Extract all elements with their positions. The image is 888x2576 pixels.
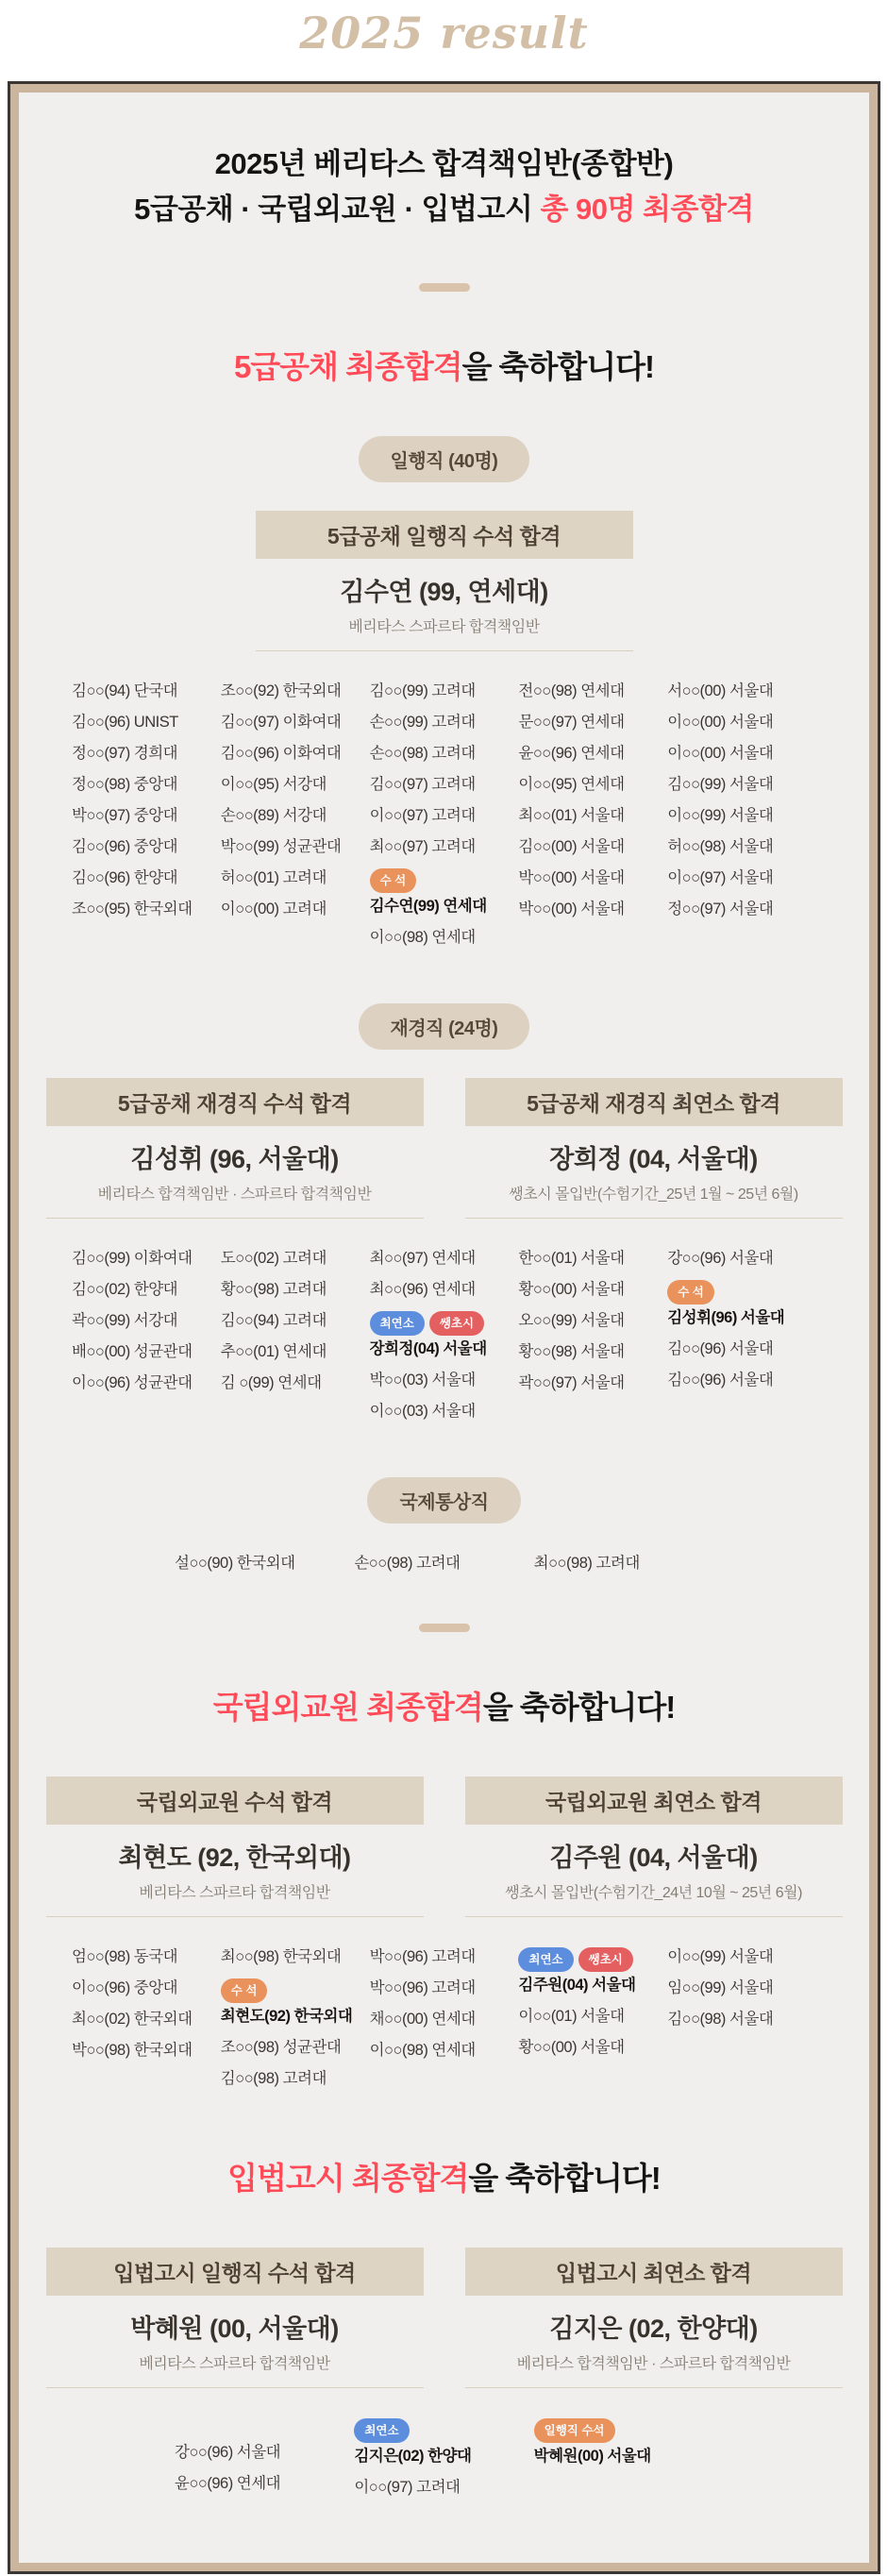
graduate-name: 강○○(96) 서울대 — [667, 1250, 774, 1268]
graduate-entry — [221, 1373, 370, 1392]
rank-badge-row — [354, 2418, 533, 2443]
graduate-entry — [221, 1978, 370, 2026]
graduate-name: 최○○(02) 한국외대 — [72, 2011, 193, 2029]
graduate-name: 손○○(99) 고려대 — [369, 714, 476, 732]
graduate-name: 황○○(98) 고려대 — [220, 1281, 327, 1299]
graduate-name: 정○○(98) 중앙대 — [72, 776, 178, 794]
graduate-entry — [518, 837, 667, 856]
graduate-name: 배○○(00) 성균관대 — [72, 1343, 193, 1361]
graduate-entry — [370, 837, 519, 856]
graduate-entry — [667, 806, 816, 825]
youngest-program: 쌩초시 몰입반(수험기간_24년 10월 ~ 25년 6월) — [465, 1880, 843, 1917]
graduate-entry — [221, 1342, 370, 1361]
rank-badge: 수 석 — [370, 868, 417, 893]
graduate-entry — [518, 868, 667, 887]
graduate-name: 김○○(00) 서울대 — [518, 838, 625, 856]
name-column — [370, 1947, 519, 2088]
graduate-entry — [72, 775, 221, 794]
graduate-name: 박○○(00) 서울대 — [518, 869, 625, 887]
rank-badge: 최연소 — [518, 1947, 573, 1972]
graduate-entry — [518, 744, 667, 763]
graduate-entry — [72, 2010, 221, 2029]
graduate-entry — [370, 1249, 519, 1268]
graduate-entry — [370, 744, 519, 763]
graduate-name: 황○○(00) 서울대 — [518, 2039, 625, 2057]
graduate-entry — [72, 713, 221, 732]
graduate-entry — [72, 806, 221, 825]
rank-badge-row — [518, 1947, 667, 1972]
rank-badge: 수 석 — [667, 1280, 714, 1305]
graduate-name: 정○○(97) 경희대 — [72, 745, 178, 763]
graduate-name: 이○○(00) 서울대 — [667, 714, 774, 732]
graduate-entry — [72, 1311, 221, 1330]
graduate-name: 최○○(01) 서울대 — [518, 807, 625, 825]
main-title — [19, 142, 869, 232]
graduate-entry — [370, 868, 519, 916]
graduate-entry — [518, 806, 667, 825]
top-scorer-card-legislative — [46, 2248, 424, 2388]
graduate-entry — [667, 837, 816, 856]
graduate-entry — [72, 2041, 221, 2060]
youngest-program: 쌩초시 몰입반(수험기간_25년 1월 ~ 25년 6월) — [465, 1182, 843, 1219]
graduate-name: 이○○(99) 서울대 — [667, 1948, 774, 1966]
graduate-name: 이○○(00) 서울대 — [667, 745, 774, 763]
graduate-name: 손○○(98) 고려대 — [369, 745, 476, 763]
graduate-name: 이○○(98) 연세대 — [369, 929, 476, 947]
graduate-name: 최○○(98) 고려대 — [533, 1555, 640, 1573]
heading-black-part: 을 축하합니다! — [482, 1690, 676, 1726]
graduate-entry — [667, 1339, 816, 1358]
graduate-name: 김○○(94) 단국대 — [72, 682, 178, 700]
graduate-entry — [667, 713, 816, 732]
graduate-name: 강○○(96) 서울대 — [175, 2444, 281, 2462]
graduate-name: 손○○(89) 서강대 — [220, 807, 327, 825]
graduate-name: 박○○(03) 서울대 — [369, 1372, 476, 1389]
graduate-name: 조○○(95) 한국외대 — [72, 901, 193, 918]
graduate-name: 김지은(02) 한양대 — [354, 2448, 472, 2466]
graduate-entry — [370, 2041, 519, 2060]
top-scorer-name: 김수연 (99, 연세대) — [340, 578, 548, 607]
graduate-name: 도○○(02) 고려대 — [220, 1250, 327, 1268]
card-row-jaegyeong — [19, 1078, 869, 1219]
graduate-name: 정○○(97) 서울대 — [667, 901, 774, 918]
graduate-name: 이○○(95) 서강대 — [220, 776, 327, 794]
graduate-entry — [221, 2069, 370, 2088]
graduate-name: 이○○(99) 서울대 — [667, 807, 774, 825]
graduate-name: 최○○(96) 연세대 — [369, 1281, 476, 1299]
section-divider — [419, 283, 470, 292]
name-column — [667, 682, 816, 947]
card-header: 입법고시 최연소 합격 — [465, 2248, 843, 2296]
graduate-entry — [354, 1554, 533, 1573]
main-title-line2 — [19, 187, 869, 232]
graduate-name: 최○○(97) 연세대 — [369, 1250, 476, 1268]
graduate-entry — [72, 1280, 221, 1299]
graduate-name: 곽○○(97) 서울대 — [518, 1374, 625, 1392]
graduate-name: 최○○(98) 한국외대 — [220, 1948, 342, 1966]
graduate-entry — [72, 900, 221, 918]
graduate-entry — [72, 1249, 221, 1268]
graduate-name: 김○○(96) 한양대 — [72, 869, 178, 887]
rank-badge: 최연소 — [370, 1311, 425, 1336]
graduate-name: 김○○(99) 고려대 — [369, 682, 476, 700]
track-badge-ilhaeng: 일행직 (40명) — [359, 436, 530, 482]
graduate-entry — [221, 1249, 370, 1268]
graduate-name: 추○○(01) 연세대 — [220, 1343, 327, 1361]
graduate-name: 손○○(98) 고려대 — [354, 1555, 461, 1573]
graduate-entry — [221, 2038, 370, 2057]
name-column — [354, 2418, 533, 2497]
graduate-name: 조○○(92) 한국외대 — [220, 682, 342, 700]
youngest-name: 장희정 (04, 서울대) — [549, 1145, 758, 1174]
section-legislative — [19, 2154, 869, 2497]
graduate-name: 이○○(97) 서울대 — [667, 869, 774, 887]
graduate-entry — [667, 1371, 816, 1389]
graduate-entry — [518, 2038, 667, 2057]
card-header: 국립외교원 최연소 합격 — [465, 1776, 843, 1825]
graduate-name: 김○○(96) 서울대 — [667, 1340, 774, 1358]
name-column — [72, 1947, 221, 2088]
rank-badge: 일행직 수석 — [534, 2418, 615, 2443]
graduate-entry — [72, 1373, 221, 1392]
graduate-entry — [518, 900, 667, 918]
graduate-entry — [370, 713, 519, 732]
name-column — [534, 2418, 713, 2497]
graduate-name: 김○○(97) 이화여대 — [220, 714, 342, 732]
heading-black-part: 을 축하합니다! — [468, 2161, 661, 2197]
graduate-name: 김○○(02) 한양대 — [72, 1281, 178, 1299]
graduate-name: 엄○○(98) 동국대 — [72, 1948, 178, 1966]
card-row-knda — [19, 1776, 869, 1917]
graduate-name: 한○○(01) 서울대 — [518, 1250, 625, 1268]
graduate-name: 이○○(00) 고려대 — [220, 901, 327, 918]
section-heading-legislative — [19, 2154, 869, 2198]
graduate-entry — [221, 837, 370, 856]
graduate-name: 김○○(98) 서울대 — [667, 2011, 774, 2029]
name-column — [370, 682, 519, 947]
graduate-entry — [370, 1280, 519, 1299]
graduate-entry — [667, 682, 816, 700]
card-header: 5급공채 재경직 수석 합격 — [46, 1078, 424, 1126]
graduate-entry — [370, 1978, 519, 1997]
graduate-name: 허○○(01) 고려대 — [220, 869, 327, 887]
graduate-name: 김○○(96) UNIST — [72, 714, 178, 732]
graduate-entry — [370, 2010, 519, 2029]
graduate-name: 김주원(04) 서울대 — [518, 1977, 636, 1995]
graduate-name: 김 ○(99) 연세대 — [220, 1374, 322, 1392]
graduate-name: 김○○(94) 고려대 — [220, 1312, 327, 1330]
graduate-name: 김○○(96) 서울대 — [667, 1372, 774, 1389]
section-divider — [419, 1624, 470, 1632]
graduate-name: 허○○(98) 서울대 — [667, 838, 774, 856]
graduate-entry — [518, 2007, 667, 2026]
card-row-legislative — [19, 2248, 869, 2388]
graduate-name: 김○○(98) 고려대 — [220, 2070, 327, 2088]
graduate-entry — [667, 775, 816, 794]
section-heading-knda — [19, 1683, 869, 1727]
graduate-name: 황○○(98) 서울대 — [518, 1343, 625, 1361]
name-column — [667, 1249, 816, 1421]
graduate-entry — [518, 775, 667, 794]
track-badge-tongsang: 국제통상직 — [367, 1477, 520, 1524]
graduate-entry — [518, 1311, 667, 1330]
graduate-entry — [518, 1947, 667, 1995]
graduate-name: 장희정(04) 서울대 — [369, 1340, 487, 1358]
graduate-name: 박○○(98) 한국외대 — [72, 2042, 193, 2060]
graduate-name: 이○○(97) 고려대 — [369, 807, 476, 825]
graduate-entry — [175, 2474, 354, 2493]
graduate-entry — [72, 837, 221, 856]
name-column — [175, 1554, 354, 1573]
graduate-name: 설○○(90) 한국외대 — [175, 1555, 295, 1573]
name-column — [72, 1249, 221, 1421]
name-column — [72, 682, 221, 947]
graduate-entry — [370, 928, 519, 947]
graduate-entry — [72, 1947, 221, 1966]
name-column — [221, 1947, 370, 2088]
graduate-name: 전○○(98) 연세대 — [518, 682, 625, 700]
top-scorer-name: 김성휘 (96, 서울대) — [130, 1145, 339, 1174]
graduate-name: 김○○(96) 이화여대 — [220, 745, 342, 763]
graduate-entry — [221, 868, 370, 887]
graduate-name: 박○○(96) 고려대 — [369, 1948, 476, 1966]
top-scorer-program: 베리타스 스파르타 합격책임반 — [256, 615, 633, 651]
heading-red-part: 입법고시 최종합격 — [227, 2161, 469, 2197]
graduate-name: 박○○(99) 성균관대 — [220, 838, 342, 856]
top-scorer-name: 박혜원 (00, 서울대) — [130, 2315, 339, 2344]
name-column — [370, 1249, 519, 1421]
graduate-entry — [518, 713, 667, 732]
graduate-entry — [518, 1373, 667, 1392]
graduate-entry — [221, 713, 370, 732]
graduate-name: 김○○(97) 고려대 — [369, 776, 476, 794]
graduate-name: 박혜원(00) 서울대 — [533, 2448, 651, 2466]
graduate-entry — [221, 806, 370, 825]
page-title: 2025 result — [299, 8, 589, 59]
graduates-grid-knda — [72, 1947, 816, 2088]
graduate-entry — [221, 744, 370, 763]
graduate-entry — [370, 1402, 519, 1421]
graduate-entry — [175, 2443, 354, 2462]
name-column — [221, 682, 370, 947]
graduate-entry — [370, 1311, 519, 1358]
graduate-name: 이○○(98) 연세대 — [369, 2042, 476, 2060]
top-scorer-card-ilhaeng — [256, 511, 633, 651]
graduates-grid-legislative — [175, 2418, 713, 2497]
graduate-name: 이○○(96) 중앙대 — [72, 1979, 178, 1997]
youngest-card-jaegyeong — [465, 1078, 843, 1219]
youngest-program: 베리타스 합격책임반 · 스파르타 합격책임반 — [465, 2351, 843, 2388]
heading-red-part: 5급공채 최종합격 — [233, 349, 462, 385]
rank-badge: 최연소 — [354, 2418, 409, 2443]
graduate-entry — [72, 1342, 221, 1361]
graduate-name: 김○○(99) 이화여대 — [72, 1250, 193, 1268]
graduate-entry — [72, 868, 221, 887]
name-column — [518, 1249, 667, 1421]
rank-badge: 수 석 — [221, 1978, 268, 2003]
card-header: 5급공채 재경직 최연소 합격 — [465, 1078, 843, 1126]
name-column — [175, 2418, 354, 2497]
name-column — [667, 1947, 816, 2088]
graduate-entry — [175, 1554, 354, 1573]
graduate-entry — [534, 2418, 713, 2466]
rank-badge-row — [370, 868, 519, 893]
main-title-line2-black: 5급공채 · 국립외교원 · 입법고시 — [134, 193, 541, 227]
graduate-entry — [354, 2478, 533, 2497]
graduate-entry — [221, 1947, 370, 1966]
graduate-entry — [221, 1311, 370, 1330]
card-header: 5급공채 일행직 수석 합격 — [256, 511, 633, 559]
graduates-grid-jaegyeong — [72, 1249, 816, 1421]
graduate-entry — [221, 900, 370, 918]
graduate-entry — [221, 682, 370, 700]
graduate-name: 최현도(92) 한국외대 — [220, 2008, 353, 2026]
graduate-name: 이○○(03) 서울대 — [369, 1403, 476, 1421]
graduate-name: 최○○(97) 고려대 — [369, 838, 476, 856]
graduate-entry — [518, 1280, 667, 1299]
graduate-name: 서○○(00) 서울대 — [667, 682, 774, 700]
graduate-entry — [534, 1554, 713, 1573]
heading-black-part: 을 축하합니다! — [461, 349, 655, 385]
top-scorer-program: 베리타스 합격책임반 · 스파르타 합격책임반 — [46, 1182, 424, 1219]
graduate-name: 이○○(01) 서울대 — [518, 2008, 625, 2026]
rank-badge-row — [221, 1978, 370, 2003]
graduate-name: 조○○(98) 성균관대 — [220, 2039, 342, 2057]
rank-badge: 쌩초시 — [578, 1947, 633, 1972]
top-scorer-card-knda — [46, 1776, 424, 1917]
graduate-entry — [667, 2010, 816, 2029]
rank-badge-row — [534, 2418, 713, 2443]
graduate-entry — [667, 868, 816, 887]
results-frame — [8, 81, 880, 2574]
card-header: 국립외교원 수석 합격 — [46, 1776, 424, 1825]
graduate-entry — [72, 682, 221, 700]
graduate-name: 김○○(99) 서울대 — [667, 776, 774, 794]
top-scorer-card-jaegyeong — [46, 1078, 424, 1219]
graduate-name: 윤○○(96) 연세대 — [175, 2475, 281, 2493]
name-column — [518, 1947, 667, 2088]
graduate-entry — [667, 1947, 816, 1966]
graduate-entry — [370, 1371, 519, 1389]
graduate-entry — [370, 682, 519, 700]
section-knda — [19, 1683, 869, 2088]
graduate-entry — [370, 806, 519, 825]
graduate-entry — [370, 1947, 519, 1966]
graduate-name: 임○○(99) 서울대 — [667, 1979, 774, 1997]
youngest-name: 김주원 (04, 서울대) — [549, 1844, 758, 1873]
name-column — [534, 1554, 713, 1573]
name-column — [354, 1554, 533, 1573]
graduate-entry — [72, 744, 221, 763]
graduate-name: 김성휘(96) 서울대 — [667, 1309, 785, 1327]
graduate-name: 황○○(00) 서울대 — [518, 1281, 625, 1299]
top-scorer-program: 베리타스 스파르타 합격책임반 — [46, 1880, 424, 1917]
graduate-entry — [354, 2418, 533, 2466]
graduate-name: 김○○(96) 중앙대 — [72, 838, 178, 856]
graduate-name: 윤○○(96) 연세대 — [518, 745, 625, 763]
graduate-name: 채○○(00) 연세대 — [369, 2011, 476, 2029]
rank-badge: 쌩초시 — [429, 1311, 484, 1336]
name-column — [518, 682, 667, 947]
graduates-grid-ilhaeng — [72, 682, 816, 947]
graduate-entry — [518, 1342, 667, 1361]
graduate-entry — [667, 900, 816, 918]
graduate-name: 박○○(96) 고려대 — [369, 1979, 476, 1997]
graduate-entry — [370, 775, 519, 794]
graduate-name: 박○○(00) 서울대 — [518, 901, 625, 918]
results-frame-inner — [10, 84, 878, 2571]
graduate-entry — [221, 1280, 370, 1299]
youngest-card-knda — [465, 1776, 843, 1917]
youngest-card-legislative — [465, 2248, 843, 2388]
graduate-name: 김수연(99) 연세대 — [369, 898, 487, 916]
section-grade5 — [19, 343, 869, 1573]
graduate-entry — [72, 1978, 221, 1997]
graduate-entry — [667, 1280, 816, 1327]
top-scorer-name: 최현도 (92, 한국외대) — [118, 1844, 351, 1873]
graduate-name: 이○○(96) 성균관대 — [72, 1374, 193, 1392]
graduate-name: 박○○(97) 중앙대 — [72, 807, 178, 825]
graduate-entry — [667, 1249, 816, 1268]
rank-badge-row — [370, 1311, 519, 1336]
top-scorer-program: 베리타스 스파르타 합격책임반 — [46, 2351, 424, 2388]
graduate-name: 이○○(95) 연세대 — [518, 776, 625, 794]
card-header: 입법고시 일행직 수석 합격 — [46, 2248, 424, 2296]
graduate-name: 오○○(99) 서울대 — [518, 1312, 625, 1330]
graduate-entry — [518, 1249, 667, 1268]
graduate-name: 곽○○(99) 서강대 — [72, 1312, 178, 1330]
graduate-entry — [667, 744, 816, 763]
main-title-line2-red: 총 90명 최종합격 — [540, 193, 754, 227]
name-column — [221, 1249, 370, 1421]
main-title-line1: 2025년 베리타스 합격책임반(종합반) — [214, 147, 674, 180]
graduate-entry — [667, 1978, 816, 1997]
graduate-name: 문○○(97) 연세대 — [518, 714, 625, 732]
heading-red-part: 국립외교원 최종합격 — [212, 1690, 483, 1726]
graduate-name: 이○○(97) 고려대 — [354, 2479, 461, 2497]
graduate-entry — [518, 682, 667, 700]
graduate-entry — [221, 775, 370, 794]
track-badge-jaegyeong: 재경직 (24명) — [359, 1003, 530, 1050]
graduates-grid-tongsang — [175, 1554, 713, 1573]
section-heading-grade5 — [19, 343, 869, 387]
youngest-name: 김지은 (02, 한양대) — [549, 2315, 758, 2344]
rank-badge-row — [667, 1280, 816, 1305]
